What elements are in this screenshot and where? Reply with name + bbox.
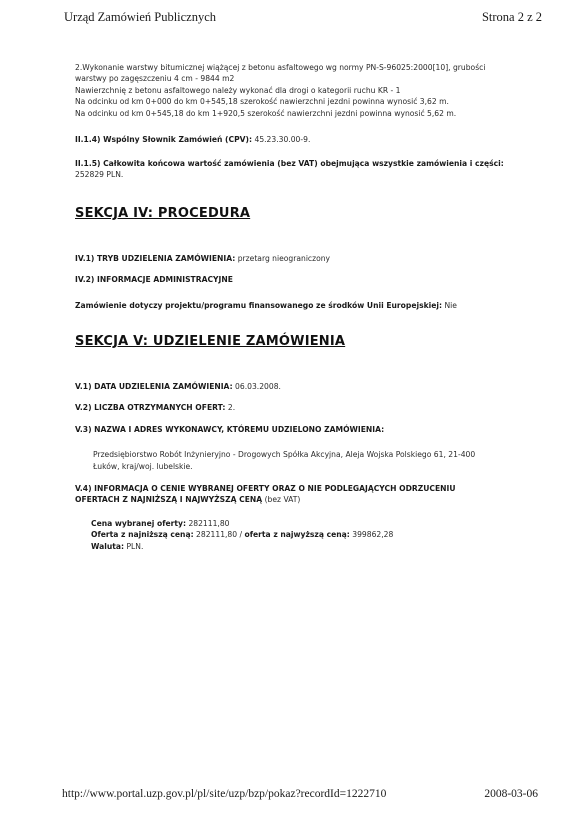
page-number: Strona 2 z 2 — [481, 10, 542, 24]
description-line: Nawierzchnię z betonu asfaltowego należy wykonać dla drogi o kategorii ruchu KR - 1 — [75, 85, 401, 95]
total-value-entry — [75, 158, 535, 181]
price-info-label: V.4) INFORMACJA O CENIE WYBRANEJ OFERTY ORAZ O NIE PODLEGAJĄCYCH ODRZUCENIU — [75, 483, 456, 493]
contractor-address-line: Łuków, kraj/woj. lubelskie. — [93, 461, 193, 471]
offers-count — [75, 402, 535, 414]
description-line: 2.Wykonanie warstwy bitumicznej wiążącej z betonu asfaltowego wg normy PN-S-96025:2000[10], grubości — [75, 63, 486, 72]
award-date-value: 06.03.2008. — [235, 381, 281, 391]
selected-offer-value: 282111,80 — [188, 518, 230, 528]
price-separator: / — [239, 530, 243, 540]
total-value-label: II.1.5) Całkowita końcowa wartość zamówienia (bez VAT) obejmująca wszystkie zamówienia i części: — [75, 158, 504, 168]
admin-info-label: IV.2) INFORMACJE ADMINISTRACYJNE — [75, 275, 233, 285]
contractor-label: V.3) NAZWA I ADRES WYKONAWCY, KTÓREMU UDZIELONO ZAMÓWIENIA: — [75, 424, 385, 434]
description-line: warstwy po zagęszczeniu 4 cm - 9844 m2 — [75, 74, 235, 84]
work-description — [75, 62, 535, 119]
highest-offer-label: oferta z najwyższą ceną: — [244, 530, 350, 540]
award-date — [75, 381, 535, 393]
currency-label: Waluta: — [91, 541, 125, 551]
selected-offer-price — [91, 518, 535, 530]
lowest-offer-label: Oferta z najniższą ceną: — [91, 530, 194, 540]
cpv-value: 45.23.30.00-9. — [254, 135, 311, 145]
currency-value: PLN. — [126, 541, 144, 551]
price-info-heading — [75, 483, 535, 506]
total-value-amount: 252829 PLN. — [75, 170, 124, 180]
description-line: Na odcinku od km 0+000 do km 0+545,18 szerokość nawierzchni jezdni powinna wynosić 3,62 m. — [75, 97, 449, 107]
award-date-label: V.1) DATA UDZIELENIA ZAMÓWIENIA: — [75, 381, 233, 391]
document-body — [75, 62, 535, 553]
eu-funding-entry — [75, 300, 535, 312]
procedure-mode — [75, 253, 535, 265]
procedure-mode-value: przetarg nieograniczony — [237, 253, 331, 263]
contractor-address — [93, 449, 535, 472]
description-line: Na odcinku od km 0+545,18 do km 1+920,5 szerokość nawierzchni jezdni powinna wynosić 5,62 m. — [75, 108, 457, 118]
currency — [91, 541, 535, 553]
eu-funding-value: Nie — [444, 301, 457, 310]
section-5-title: SEKCJA V: UDZIELENIE ZAMÓWIENIA — [75, 333, 346, 349]
price-info-label: OFERTACH Z NAJNIŻSZĄ I NAJWYŻSZĄ CENĄ — [75, 495, 263, 505]
contractor-heading — [75, 424, 535, 436]
price-info-suffix: (bez VAT) — [264, 495, 301, 505]
offers-count-value: 2. — [227, 403, 236, 413]
header-publisher: Urząd Zamówień Publicznych — [64, 10, 217, 24]
offers-count-label: V.2) LICZBA OTRZYMANYCH OFERT: — [75, 403, 226, 413]
contractor-address-line: Przedsiębiorstwo Robót Inżynieryjno - Drogowych Spółka Akcyjna, Aleja Wojska Polskiego 61, 21-400 — [93, 450, 476, 460]
cpv-entry — [75, 134, 535, 146]
procedure-mode-label: IV.1) TRYB UDZIELENIA ZAMÓWIENIA: — [75, 253, 236, 263]
print-date: 2008-03-06 — [484, 788, 538, 800]
price-range — [91, 529, 535, 541]
highest-offer-value: 399862,28 — [352, 530, 394, 540]
section-4-title: SEKCJA IV: PROCEDURA — [75, 205, 251, 221]
price-details — [91, 518, 535, 553]
admin-info-heading — [75, 274, 535, 286]
lowest-offer-value: 282111,80 — [196, 530, 238, 540]
eu-funding-label: Zamówienie dotyczy projektu/programu finansowanego ze środków Unii Europejskiej: — [75, 301, 443, 310]
source-url: http://www.portal.uzp.gov.pl/pl/site/uzp/bzp/pokaz?recordId=1222710 — [62, 788, 387, 800]
selected-offer-label: Cena wybranej oferty: — [91, 518, 187, 528]
cpv-label: II.1.4) Wspólny Słownik Zamówień (CPV): — [75, 135, 253, 145]
